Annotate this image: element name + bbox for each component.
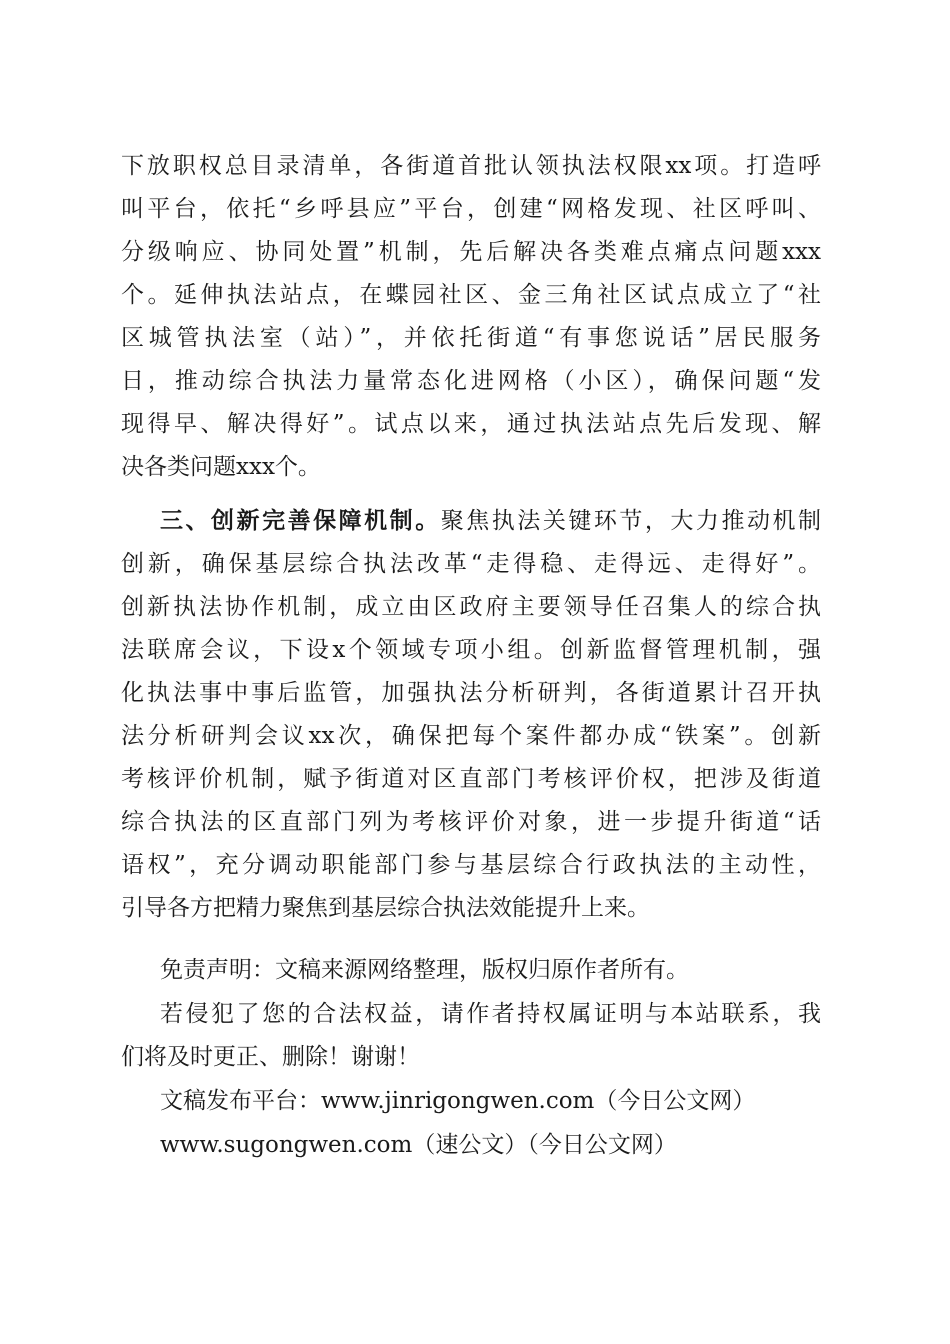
paragraph-2-line-2: 创新，确保基层综合执法改革“走得稳、走得远、走得好”。 [121,551,821,577]
paragraph-1-line-5: 区城管执法室（站）”，并依托街道“有事您说话”居民服务 [121,325,821,351]
paragraph-2-line-9: 语权”，充分调动职能部门参与基层综合行政执法的主动性， [121,852,821,878]
paragraph-1-line-7: 现得早、解决得好”。试点以来，通过执法站点先后发现、解 [121,411,821,437]
paragraph-2-line-8: 综合执法的区直部门列为考核评价对象，进一步提升街道“话 [121,809,821,835]
paragraph-1-line-1: 下放职权总目录清单，各街道首批认领执法权限xx项。打造呼 [121,153,821,179]
infringement-notice-line-2: 们将及时更正、删除！谢谢！ [121,1044,420,1070]
publishing-platform-line: 文稿发布平台：www.jinrigongwen.com（今日公文网） [160,1088,756,1114]
paragraph-1-line-4: 个。延伸执法站点，在蝶园社区、金三角社区试点成立了“社 [121,282,821,308]
website-line: www.sugongwen.com（速公文）（今日公文网） [160,1132,677,1158]
paragraph-2-line-10: 引导各方把精力聚焦到基层综合执法效能提升上来。 [121,895,650,921]
paragraph-2-line-3: 创新执法协作机制，成立由区政府主要领导任召集人的综合执 [121,594,821,620]
paragraph-2-line-1 [160,501,821,541]
section-heading: 三、创新完善保障机制。 [160,507,441,534]
paragraph-2-line-5: 化执法事中事后监管，加强执法分析研判，各街道累计召开执 [121,680,821,706]
paragraph-2-line-6: 法分析研判会议xx次，确保把每个案件都办成“铁案”。创新 [121,723,821,749]
paragraph-2-line-1-text: 聚焦执法关键环节，大力推动机制 [440,508,822,534]
paragraph-1-line-8: 决各类问题xxx个。 [121,454,321,480]
infringement-notice-line-1: 若侵犯了您的合法权益，请作者持权属证明与本站联系，我 [160,1001,821,1027]
paragraph-2-line-4: 法联席会议，下设x个领域专项小组。创新监督管理机制，强 [121,637,821,663]
paragraph-1-line-2: 叫平台，依托“乡呼县应”平台，创建“网格发现、社区呼叫、 [121,196,821,222]
paragraph-1-line-3: 分级响应、协同处置”机制，先后解决各类难点痛点问题xxx [121,239,821,265]
paragraph-1-line-6: 日，推动综合执法力量常态化进网格（小区），确保问题“发 [121,368,821,394]
paragraph-2-line-7: 考核评价机制，赋予街道对区直部门考核评价权，把涉及街道 [121,766,821,792]
disclaimer-line: 免责声明：文稿来源网络整理，版权归原作者所有。 [160,957,689,983]
